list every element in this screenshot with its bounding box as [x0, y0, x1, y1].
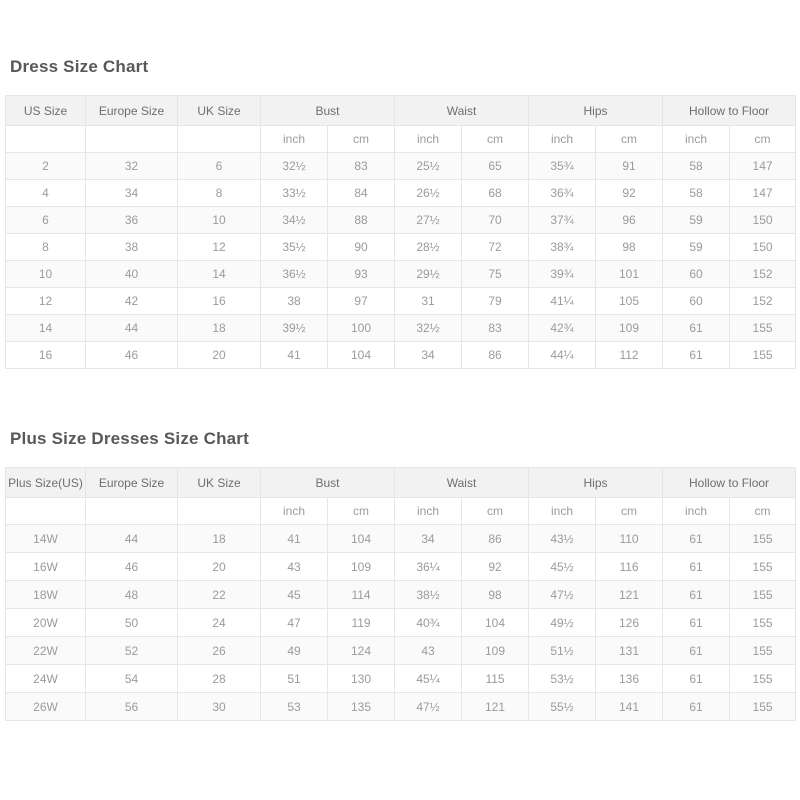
- table-cell: 40: [86, 261, 178, 288]
- column-header-row: [6, 468, 796, 498]
- table-cell: 75: [462, 261, 529, 288]
- table-cell: 92: [596, 180, 663, 207]
- table-cell: 41: [261, 342, 328, 369]
- table-cell: 61: [663, 637, 730, 665]
- unit-header-hollow-to-floor-inch: inch: [663, 498, 730, 525]
- table-cell: 34: [395, 525, 462, 553]
- table-cell: 61: [663, 581, 730, 609]
- size-cell: 24W: [6, 665, 86, 693]
- table-cell: 32½: [261, 153, 328, 180]
- table-cell: 10: [178, 207, 261, 234]
- table-cell: 47½: [529, 581, 596, 609]
- column-header-us-size: US Size: [6, 96, 86, 126]
- table-cell: 59: [663, 207, 730, 234]
- table-cell: 45½: [529, 553, 596, 581]
- size-cell: 20W: [6, 609, 86, 637]
- table-cell: 105: [596, 288, 663, 315]
- unit-header-bust-cm: cm: [328, 498, 395, 525]
- unit-header-bust-inch: inch: [261, 498, 328, 525]
- table-cell: 60: [663, 261, 730, 288]
- table-cell: 53: [261, 693, 328, 721]
- table-cell: 119: [328, 609, 395, 637]
- table-cell: 58: [663, 180, 730, 207]
- table-cell: 49: [261, 637, 328, 665]
- table-cell: 47½: [395, 693, 462, 721]
- table-cell: 48: [86, 581, 178, 609]
- empty-cell: [86, 498, 178, 525]
- table-cell: 93: [328, 261, 395, 288]
- size-cell: 16W: [6, 553, 86, 581]
- table-cell: 50: [86, 609, 178, 637]
- unit-header-hollow-to-floor-cm: cm: [730, 498, 796, 525]
- column-header-uk-size: UK Size: [178, 96, 261, 126]
- table-cell: 86: [462, 525, 529, 553]
- table-cell: 91: [596, 153, 663, 180]
- column-header-hollow-to-floor: Hollow to Floor: [663, 96, 796, 126]
- column-header-bust: Bust: [261, 468, 395, 498]
- table-cell: 34: [395, 342, 462, 369]
- table-cell: 32½: [395, 315, 462, 342]
- table-cell: 44: [86, 525, 178, 553]
- table-cell: 36½: [261, 261, 328, 288]
- table-cell: 98: [462, 581, 529, 609]
- size-row-6: [6, 207, 796, 234]
- size-row-12: [6, 288, 796, 315]
- column-header-europe-size: Europe Size: [86, 468, 178, 498]
- column-header-uk-size: UK Size: [178, 468, 261, 498]
- empty-cell: [86, 126, 178, 153]
- dress-size-table: [5, 95, 796, 369]
- table-cell: 20: [178, 342, 261, 369]
- table-cell: 104: [328, 342, 395, 369]
- table-cell: 55½: [529, 693, 596, 721]
- table-cell: 60: [663, 288, 730, 315]
- plus-size-chart-title: Plus Size Dresses Size Chart: [10, 429, 249, 448]
- table-cell: 136: [596, 665, 663, 693]
- table-cell: 53½: [529, 665, 596, 693]
- table-cell: 41: [261, 525, 328, 553]
- table-cell: 38½: [395, 581, 462, 609]
- table-cell: 34½: [261, 207, 328, 234]
- unit-header-row: [6, 498, 796, 525]
- table-cell: 121: [596, 581, 663, 609]
- table-cell: 39½: [261, 315, 328, 342]
- size-cell: 4: [6, 180, 86, 207]
- table-cell: 155: [730, 342, 796, 369]
- table-cell: 32: [86, 153, 178, 180]
- size-cell: 18W: [6, 581, 86, 609]
- table-cell: 56: [86, 693, 178, 721]
- size-row-14w: [6, 525, 796, 553]
- unit-header-hips-inch: inch: [529, 498, 596, 525]
- table-cell: 83: [462, 315, 529, 342]
- table-cell: 41¼: [529, 288, 596, 315]
- table-cell: 59: [663, 234, 730, 261]
- table-cell: 61: [663, 665, 730, 693]
- table-cell: 61: [663, 553, 730, 581]
- size-cell: 6: [6, 207, 86, 234]
- table-cell: 6: [178, 153, 261, 180]
- table-cell: 30: [178, 693, 261, 721]
- size-row-14: [6, 315, 796, 342]
- table-cell: 131: [596, 637, 663, 665]
- table-cell: 79: [462, 288, 529, 315]
- unit-header-bust-cm: cm: [328, 126, 395, 153]
- table-cell: 35½: [261, 234, 328, 261]
- table-cell: 100: [328, 315, 395, 342]
- table-cell: 135: [328, 693, 395, 721]
- table-cell: 110: [596, 525, 663, 553]
- table-cell: 38: [261, 288, 328, 315]
- table-cell: 46: [86, 553, 178, 581]
- table-cell: 147: [730, 153, 796, 180]
- size-cell: 14: [6, 315, 86, 342]
- table-cell: 61: [663, 315, 730, 342]
- table-cell: 37¾: [529, 207, 596, 234]
- table-cell: 152: [730, 288, 796, 315]
- table-cell: 61: [663, 609, 730, 637]
- table-cell: 126: [596, 609, 663, 637]
- dress-size-chart-title: Dress Size Chart: [10, 57, 149, 76]
- column-header-hollow-to-floor: Hollow to Floor: [663, 468, 796, 498]
- size-row-18w: [6, 581, 796, 609]
- size-cell: 14W: [6, 525, 86, 553]
- size-cell: 22W: [6, 637, 86, 665]
- table-cell: 14: [178, 261, 261, 288]
- table-cell: 45: [261, 581, 328, 609]
- empty-cell: [178, 498, 261, 525]
- table-cell: 114: [328, 581, 395, 609]
- column-header-hips: Hips: [529, 468, 663, 498]
- size-row-22w: [6, 637, 796, 665]
- table-cell: 54: [86, 665, 178, 693]
- table-cell: 130: [328, 665, 395, 693]
- table-cell: 34: [86, 180, 178, 207]
- table-cell: 152: [730, 261, 796, 288]
- size-cell: 8: [6, 234, 86, 261]
- size-row-8: [6, 234, 796, 261]
- table-cell: 18: [178, 315, 261, 342]
- table-cell: 96: [596, 207, 663, 234]
- table-cell: 68: [462, 180, 529, 207]
- table-cell: 90: [328, 234, 395, 261]
- table-cell: 38¾: [529, 234, 596, 261]
- table-cell: 51½: [529, 637, 596, 665]
- table-cell: 22: [178, 581, 261, 609]
- table-cell: 112: [596, 342, 663, 369]
- table-cell: 116: [596, 553, 663, 581]
- table-cell: 29½: [395, 261, 462, 288]
- table-cell: 42: [86, 288, 178, 315]
- table-cell: 18: [178, 525, 261, 553]
- column-header-europe-size: Europe Size: [86, 96, 178, 126]
- table-cell: 52: [86, 637, 178, 665]
- size-row-16: [6, 342, 796, 369]
- size-cell: 16: [6, 342, 86, 369]
- column-header-hips: Hips: [529, 96, 663, 126]
- table-cell: 46: [86, 342, 178, 369]
- size-row-4: [6, 180, 796, 207]
- table-cell: 33½: [261, 180, 328, 207]
- table-cell: 155: [730, 665, 796, 693]
- unit-header-bust-inch: inch: [261, 126, 328, 153]
- table-cell: 155: [730, 553, 796, 581]
- table-cell: 28: [178, 665, 261, 693]
- table-cell: 35¾: [529, 153, 596, 180]
- table-cell: 97: [328, 288, 395, 315]
- table-cell: 36: [86, 207, 178, 234]
- table-cell: 27½: [395, 207, 462, 234]
- table-cell: 43: [261, 553, 328, 581]
- column-header-plus-size-us: Plus Size(US): [6, 468, 86, 498]
- unit-header-waist-cm: cm: [462, 498, 529, 525]
- table-cell: 92: [462, 553, 529, 581]
- table-cell: 150: [730, 234, 796, 261]
- unit-header-waist-cm: cm: [462, 126, 529, 153]
- unit-header-hips-cm: cm: [596, 498, 663, 525]
- table-cell: 141: [596, 693, 663, 721]
- table-cell: 20: [178, 553, 261, 581]
- table-cell: 155: [730, 609, 796, 637]
- table-cell: 155: [730, 693, 796, 721]
- table-cell: 104: [328, 525, 395, 553]
- table-cell: 88: [328, 207, 395, 234]
- table-cell: 49½: [529, 609, 596, 637]
- size-cell: 2: [6, 153, 86, 180]
- table-cell: 45¼: [395, 665, 462, 693]
- table-cell: 150: [730, 207, 796, 234]
- size-row-24w: [6, 665, 796, 693]
- table-cell: 83: [328, 153, 395, 180]
- table-cell: 109: [596, 315, 663, 342]
- table-cell: 61: [663, 342, 730, 369]
- table-cell: 38: [86, 234, 178, 261]
- table-cell: 65: [462, 153, 529, 180]
- table-cell: 109: [328, 553, 395, 581]
- size-cell: 12: [6, 288, 86, 315]
- column-header-waist: Waist: [395, 468, 529, 498]
- table-cell: 86: [462, 342, 529, 369]
- table-cell: 109: [462, 637, 529, 665]
- unit-header-hollow-to-floor-inch: inch: [663, 126, 730, 153]
- table-cell: 104: [462, 609, 529, 637]
- table-cell: 98: [596, 234, 663, 261]
- table-cell: 155: [730, 315, 796, 342]
- table-cell: 31: [395, 288, 462, 315]
- unit-header-hips-inch: inch: [529, 126, 596, 153]
- table-cell: 44: [86, 315, 178, 342]
- unit-header-hollow-to-floor-cm: cm: [730, 126, 796, 153]
- unit-header-waist-inch: inch: [395, 498, 462, 525]
- table-cell: 115: [462, 665, 529, 693]
- table-cell: 47: [261, 609, 328, 637]
- column-header-row: [6, 96, 796, 126]
- table-cell: 72: [462, 234, 529, 261]
- table-cell: 24: [178, 609, 261, 637]
- plus-size-table: [5, 467, 796, 721]
- column-header-bust: Bust: [261, 96, 395, 126]
- table-cell: 39¾: [529, 261, 596, 288]
- table-cell: 70: [462, 207, 529, 234]
- table-cell: 121: [462, 693, 529, 721]
- table-cell: 43: [395, 637, 462, 665]
- empty-cell: [178, 126, 261, 153]
- table-cell: 147: [730, 180, 796, 207]
- table-cell: 61: [663, 525, 730, 553]
- table-cell: 12: [178, 234, 261, 261]
- table-cell: 26½: [395, 180, 462, 207]
- unit-header-row: [6, 126, 796, 153]
- column-header-waist: Waist: [395, 96, 529, 126]
- table-cell: 36¾: [529, 180, 596, 207]
- size-row-26w: [6, 693, 796, 721]
- table-cell: 16: [178, 288, 261, 315]
- table-cell: 42¾: [529, 315, 596, 342]
- table-cell: 155: [730, 637, 796, 665]
- size-cell: 26W: [6, 693, 86, 721]
- size-row-20w: [6, 609, 796, 637]
- table-cell: 101: [596, 261, 663, 288]
- table-cell: 26: [178, 637, 261, 665]
- table-cell: 155: [730, 581, 796, 609]
- table-cell: 51: [261, 665, 328, 693]
- table-cell: 44¼: [529, 342, 596, 369]
- empty-cell: [6, 498, 86, 525]
- table-cell: 61: [663, 693, 730, 721]
- unit-header-waist-inch: inch: [395, 126, 462, 153]
- table-cell: 84: [328, 180, 395, 207]
- table-cell: 58: [663, 153, 730, 180]
- empty-cell: [6, 126, 86, 153]
- table-cell: 36¼: [395, 553, 462, 581]
- size-row-2: [6, 153, 796, 180]
- table-cell: 124: [328, 637, 395, 665]
- table-cell: 155: [730, 525, 796, 553]
- table-cell: 28½: [395, 234, 462, 261]
- size-row-16w: [6, 553, 796, 581]
- table-cell: 43½: [529, 525, 596, 553]
- size-row-10: [6, 261, 796, 288]
- table-cell: 25½: [395, 153, 462, 180]
- table-cell: 40¾: [395, 609, 462, 637]
- table-cell: 8: [178, 180, 261, 207]
- unit-header-hips-cm: cm: [596, 126, 663, 153]
- size-cell: 10: [6, 261, 86, 288]
